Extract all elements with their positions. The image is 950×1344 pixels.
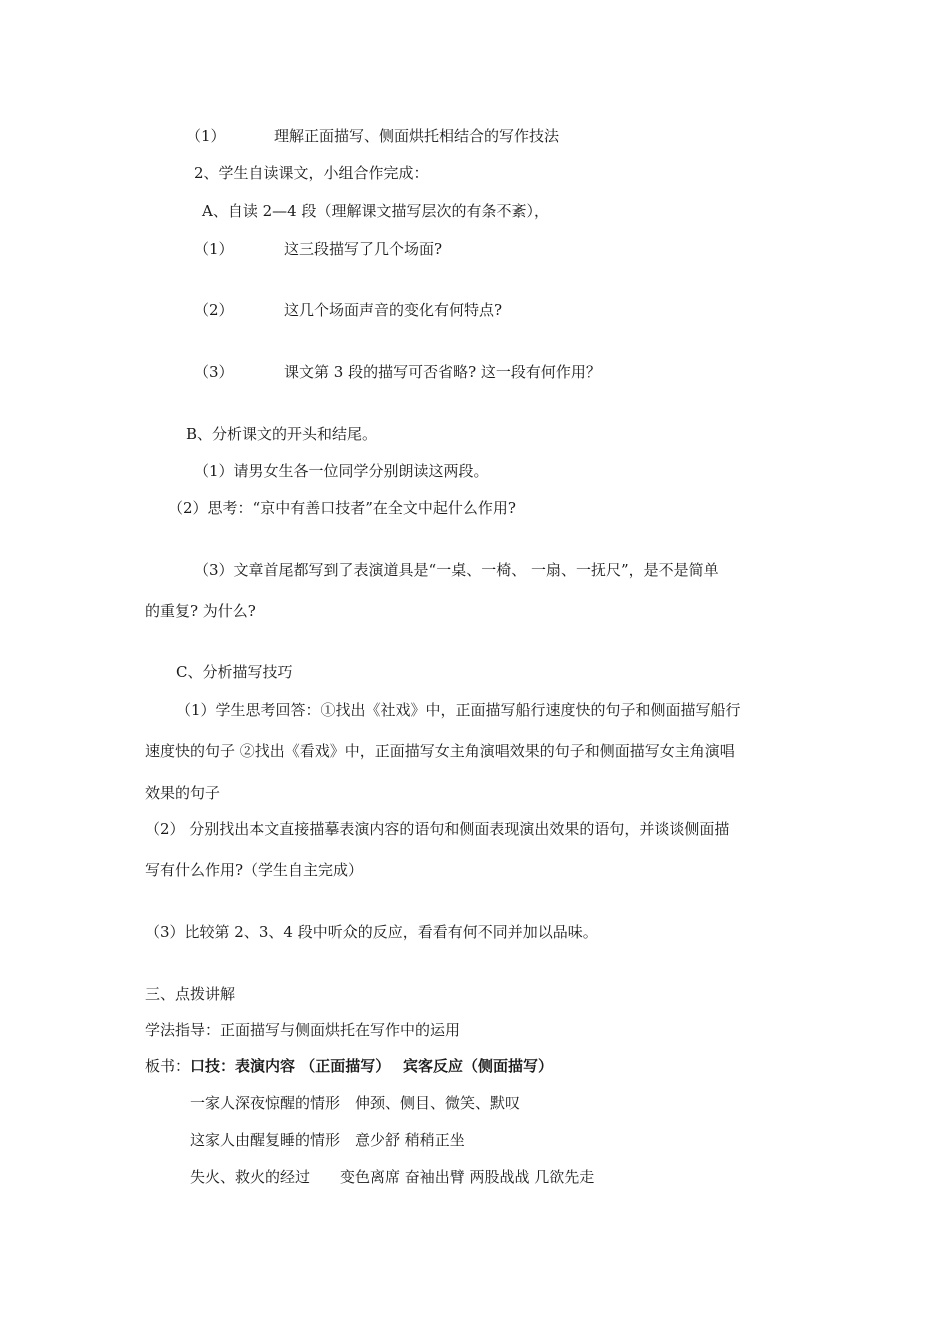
blackboard-row-3: 失火、救火的经过 变色离席 奋袖出臂 两股战战 几欲先走	[190, 1168, 595, 1186]
section-b-item-1: （1）请男女生各一位同学分别朗读这两段。	[194, 462, 489, 480]
section-3-heading: 三、点拨讲解	[145, 985, 236, 1003]
blackboard-label: 板书：	[145, 1057, 191, 1075]
section-c-item-1-line-3: 效果的句子	[145, 784, 221, 802]
section-b-item-2: （2）思考：“京中有善口技者”在全文中起什么作用?	[168, 499, 516, 517]
section-b-heading: B、分析课文的开头和结尾。	[186, 425, 378, 443]
section-c-item-2-line-2: 写有什么作用?（学生自主完成）	[145, 861, 364, 879]
section-b-item-3-line-1: （3）文章首尾都写到了表演道具是“一桌、一椅、 一扇、一抚尺”，是不是简单	[194, 561, 719, 579]
section-c-item-1-line-1: （1）学生思考回答：①找出《社戏》中，正面描写船行速度快的句子和侧面描写船行	[176, 701, 741, 719]
question-2-text: 这几个场面声音的变化有何特点?	[284, 301, 503, 319]
question-1-number: （1）	[194, 240, 234, 258]
question-3-number: （3）	[194, 363, 234, 381]
section-c-item-2-line-1: （2） 分别找出本文直接描摹表演内容的语句和侧面表现演出效果的语句，并谈谈侧面描	[145, 820, 730, 838]
question-2-number: （2）	[194, 301, 234, 319]
method-guide: 学法指导：正面描写与侧面烘托在写作中的运用	[145, 1021, 461, 1039]
blackboard-heading	[145, 1056, 553, 1076]
step-2-heading: 2、学生自读课文，小组合作完成：	[194, 164, 429, 182]
question-1-text: 这三段描写了几个场面?	[284, 240, 443, 258]
item-1-text: 理解正面描写、侧面烘托相结合的写作技法	[274, 127, 560, 145]
section-c-heading: C、分析描写技巧	[176, 663, 293, 681]
section-b-item-3-line-2: 的重复? 为什么?	[145, 602, 256, 620]
blackboard-title: 口技：表演内容 （正面描写） 宾客反应（侧面描写）	[190, 1057, 553, 1075]
question-3-text: 课文第 3 段的描写可否省略? 这一段有何作用？	[284, 363, 601, 381]
blackboard-row-2: 这家人由醒复睡的情形 意少舒 稍稍正坐	[190, 1131, 465, 1149]
section-a-heading: A、自读 2—4 段（理解课文描写层次的有条不紊），	[202, 202, 549, 220]
section-c-item-3: （3）比较第 2、3、4 段中听众的反应，看看有何不同并加以品味。	[145, 923, 598, 941]
item-1-number: （1）	[186, 127, 226, 145]
blackboard-row-1: 一家人深夜惊醒的情形 伸颈、侧目、微笑、默叹	[190, 1094, 521, 1112]
section-c-item-1-line-2: 速度快的句子 ②找出《看戏》中，正面描写女主角演唱效果的句子和侧面描写女主角演唱	[145, 742, 735, 760]
